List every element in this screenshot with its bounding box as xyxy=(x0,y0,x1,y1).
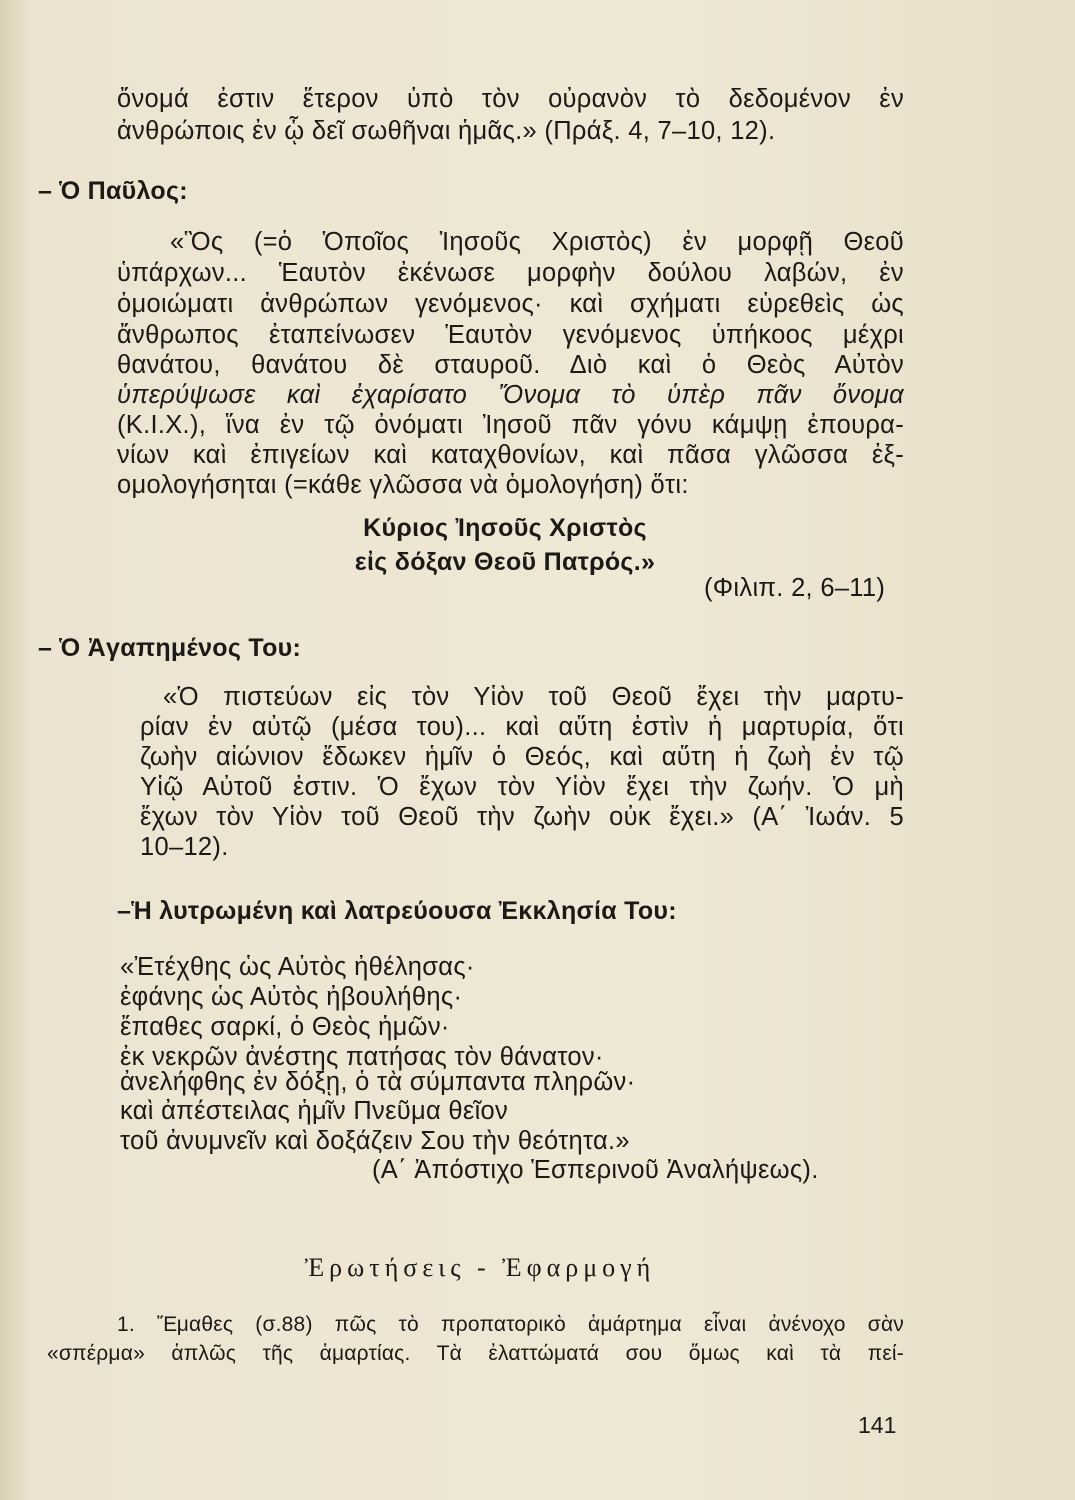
question-line: 1. Ἔμαθες (σ.88) πῶς τὸ προπατορικὸ ἁμάρτημα εἶναι ἀνένοχο σὰν xyxy=(117,1313,904,1336)
confession-line: Κύριος Ἰησοῦς Χριστὸς xyxy=(363,514,647,542)
hymn-line: ἔπαθες σαρκί, ὁ Θεὸς ἡμῶν· xyxy=(120,1013,450,1041)
quote-line: ὁμοιώματι ἀνθρώπων γενόμενος· καὶ σχήματι εὑρεθεὶς ὡς xyxy=(117,290,904,318)
quote-line: ἔχων τὸν Υἱὸν τοῦ Θεοῦ τὴν ζωὴν οὐκ ἔχει.» (Α΄ Ἰωάν. 5 xyxy=(140,803,904,831)
scripture-reference: (Φιλιπ. 2, 6–11) xyxy=(704,574,886,602)
quote-line: ὑπάρχων... Ἑαυτὸν ἐκένωσε μορφὴν δούλου λαβών, ἐν xyxy=(117,259,904,287)
quote-line: Υἱῷ Αὐτοῦ ἐστιν. Ὁ ἔχων τὸν Υἱὸν ἔχει τὴν ζωήν. Ὁ μὴ xyxy=(140,773,904,801)
quote-line: ὑπερύψωσε καὶ ἐχαρίσατο Ὄνομα τὸ ὑπὲρ πᾶν ὄνομα xyxy=(117,381,904,409)
quote-line: «Ὃς (=ὁ Ὁποῖος Ἰησοῦς Χριστὸς) ἐν μορφῇ Θεοῦ xyxy=(170,228,904,256)
quote-line: ρίαν ἐν αὐτῷ (μέσα του)... καὶ αὕτη ἐστὶν ἡ μαρτυρία, ὅτι xyxy=(140,713,904,741)
hymn-line: «Ἐτέχθης ὡς Αὐτὸς ἠθέλησας· xyxy=(120,953,475,981)
question-line: «σπέρμα» ἁπλῶς τῆς ἁμαρτίας. Τὰ ἐλαττώματά σου ὅμως καὶ τὰ πεί- xyxy=(47,1342,904,1365)
section-heading-paul: – Ὁ Παῦλος: xyxy=(38,177,188,205)
quote-line: ἄνθρωπος ἐταπείνωσεν Ἑαυτὸν γενόμενος ὑπήκοος μέχρι xyxy=(117,321,904,349)
quote-line: ζωὴν αἰώνιον ἔδωκεν ἡμῖν ὁ Θεός, καὶ αὕτη ἡ ζωὴ ἐν τῷ xyxy=(140,743,904,771)
hymn-line: τοῦ ἀνυμνεῖν καὶ δοξάζειν Σου τὴν θεότητα.» xyxy=(120,1127,630,1155)
text-line: ὄνομά ἐστιν ἕτερον ὑπὸ τὸν οὐρανὸν τὸ δεδομένον ἐν xyxy=(117,85,904,113)
hymn-line: ἀνελήφθης ἐν δόξῃ, ὁ τὰ σύμπαντα πληρῶν· xyxy=(120,1068,636,1096)
confession-line: εἰς δόξαν Θεοῦ Πατρός.» xyxy=(354,548,656,576)
section-heading-beloved: – Ὁ Ἀγαπημένος Του: xyxy=(38,634,302,662)
questions-title: Ἐρωτήσεις - Ἐφαρμογή xyxy=(304,1253,656,1282)
quote-line: ομολογήσηται (=κάθε γλῶσσα νὰ ὁμολογήση) ὅτι: xyxy=(117,471,689,499)
hymn-line: ἐκ νεκρῶν ἀνέστης πατήσας τὸν θάνατον· xyxy=(120,1043,604,1071)
hymn-line: ἐφάνης ὡς Αὐτὸς ἠβουλήθης· xyxy=(120,983,463,1011)
quote-line: «Ὁ πιστεύων εἰς τὸν Υἱὸν τοῦ Θεοῦ ἔχει τὴν μαρτυ- xyxy=(163,683,904,711)
hymn-line: καὶ ἀπέστειλας ἡμῖν Πνεῦμα θεῖον xyxy=(120,1097,509,1125)
page-number: 141 xyxy=(858,1412,897,1438)
quote-line: 10–12). xyxy=(140,833,229,861)
hymn-source: (Α΄ Ἀπόστιχο Ἑσπερινοῦ Ἀναλήψεως). xyxy=(372,1156,819,1184)
quote-line: (Κ.Ι.Χ.), ἵνα ἐν τῷ ὀνόματι Ἰησοῦ πᾶν γόνυ κάμψῃ ἐπουρα- xyxy=(117,411,904,439)
quote-line: νίων καὶ ἐπιγείων καὶ καταχθονίων, καὶ πᾶσα γλῶσσα ἐξ- xyxy=(117,441,904,469)
quote-line: θανάτου, θανάτου δὲ σταυροῦ. Διὸ καὶ ὁ Θεὸς Αὐτὸν xyxy=(117,351,904,379)
section-heading-church: –Ἡ λυτρωμένη καὶ λατρεύουσα Ἐκκλησία Του: xyxy=(117,897,677,925)
text-line: ἀνθρώποις ἐν ᾧ δεῖ σωθῆναι ἡμᾶς.» (Πράξ. 4, 7–10, 12). xyxy=(117,117,776,145)
